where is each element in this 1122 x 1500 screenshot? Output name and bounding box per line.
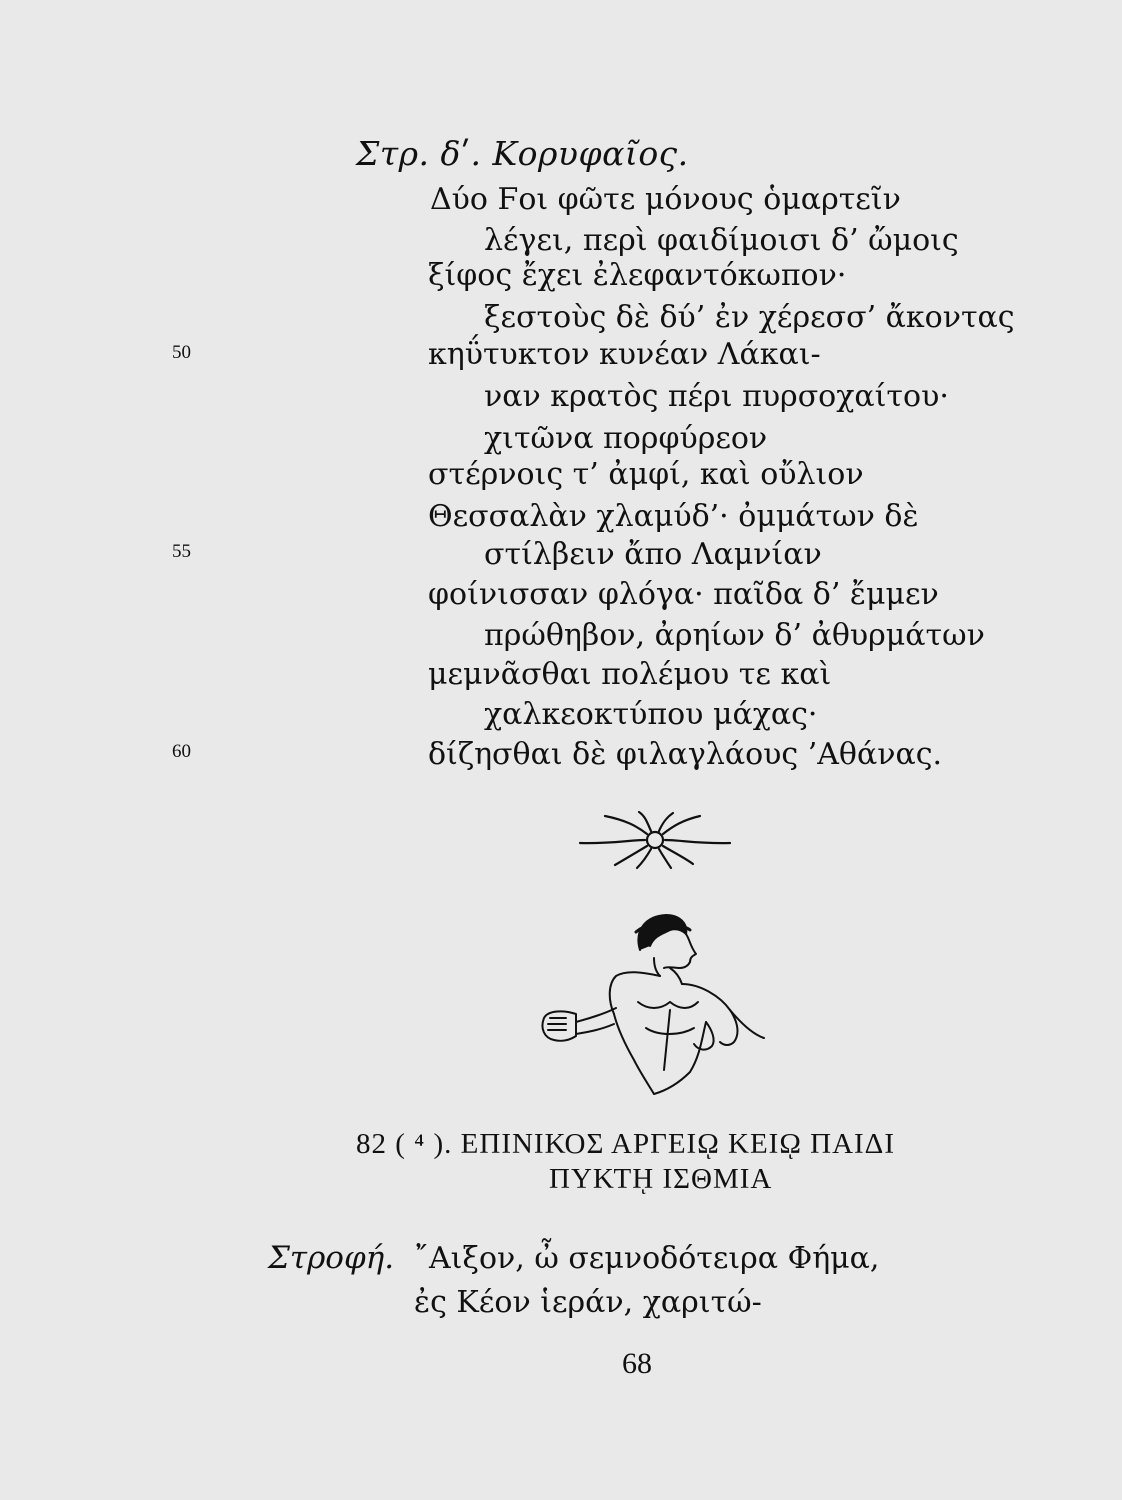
- verse-line: κηΰτυκτον κυνέαν Λάκαι-: [428, 337, 821, 372]
- line-number: 55: [172, 541, 191, 562]
- verse-line: λέγει, περὶ φαιδίμοισι δ’ ὤμοις: [484, 223, 959, 258]
- verse-line: ξίφος ἔχει ἐλεφαντόκωπον·: [428, 258, 847, 293]
- strophe-line: ἐς Κέον ἱεράν, χαριτώ-: [414, 1285, 762, 1320]
- page-number: 68: [622, 1347, 652, 1380]
- verse-line: ναν κρατὸς πέρι πυρσοχαίτου·: [484, 379, 949, 414]
- verse-line: στίλβειν ἄπο Λαμνίαν: [484, 537, 822, 572]
- verse-line: πρώθηβον, ἀρηίων δ’ ἀθυρμάτων: [484, 618, 985, 653]
- sun-ornament-icon: [575, 810, 735, 870]
- verse-line: ξεστοὺς δὲ δύ’ ἐν χέρεσσ’ ἄκοντας: [484, 300, 1015, 335]
- strophe-line: ῎Αιξον, ὦ σεμνοδότειρα Φήμα,: [414, 1241, 880, 1276]
- verse-line: στέρνοις τ’ ἀμφί, καὶ οὔλιον: [428, 457, 864, 492]
- line-number: 50: [172, 342, 191, 363]
- line-number: 60: [172, 741, 191, 762]
- verse-line: μεμνᾶσθαι πολέμου τε καὶ: [428, 657, 832, 692]
- stanza-heading: Στρ. δʹ. Κορυφαῖος.: [356, 134, 689, 173]
- ode-title-line-1: 82 ( ⁴ ). ΕΠΙΝΙΚΟΣ ΑΡΓΕΙῼ ΚΕΙῼ ΠΑΙΔΙ: [356, 1128, 895, 1160]
- ode-title-line-2: ΠΥΚΤῌ ΙΣΘΜΙΑ: [549, 1163, 773, 1195]
- verse-line: χιτῶνα πορφύρεον: [484, 421, 768, 456]
- verse-line: δίζησθαι δὲ φιλαγλάους ’Αθάνας.: [428, 737, 943, 772]
- boxer-figure-illustration: [530, 910, 780, 1100]
- verse-line: χαλκεοκτύπου μάχας·: [484, 697, 818, 732]
- strophe-label: Στροφή.: [268, 1240, 395, 1276]
- verse-line: Θεσσαλὰν χλαμύδ’· ὀμμάτων δὲ: [428, 499, 919, 534]
- verse-line: Δύο Ϝοι φῶτε μόνους ὁμαρτεῖν: [430, 182, 901, 217]
- verse-line: φοίνισσαν φλόγα· παῖδα δ’ ἔμμεν: [428, 577, 939, 612]
